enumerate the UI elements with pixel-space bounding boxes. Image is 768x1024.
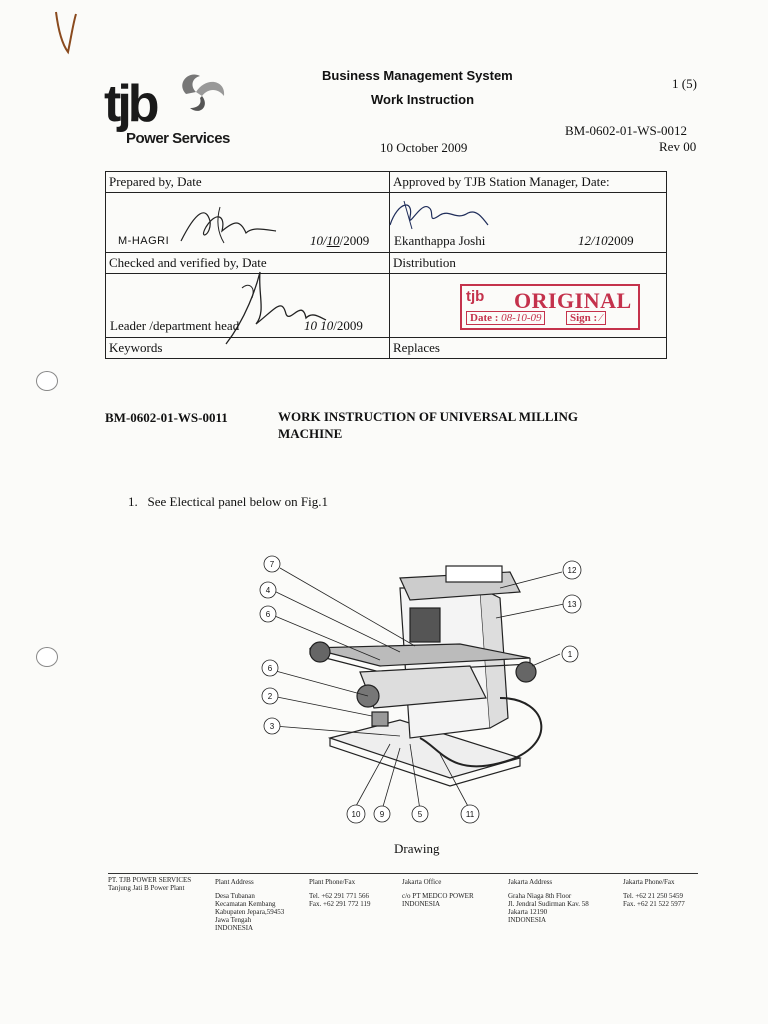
logo-swirl-icon <box>166 66 236 116</box>
prepared-date <box>310 233 369 249</box>
footer-divider <box>108 873 698 874</box>
stamp-date: Date : 08-10-09 <box>466 311 545 325</box>
callout-11 <box>461 805 479 823</box>
leader-label: Leader /department head <box>110 318 240 333</box>
leader-date <box>304 318 363 334</box>
checked-label: Checked and verified by, Date <box>106 253 390 274</box>
company-logo <box>104 66 234 158</box>
svg-text:6: 6 <box>267 664 273 673</box>
prepared-label: Prepared by, Date <box>106 172 390 193</box>
leader-signature <box>186 268 336 348</box>
doc-title-line1: WORK INSTRUCTION OF UNIVERSAL MILLING <box>278 409 579 424</box>
signature-table <box>105 171 667 359</box>
spindle <box>410 608 440 642</box>
prepared-cell <box>106 193 390 253</box>
svg-text:4: 4 <box>265 586 271 595</box>
footer-plant-phone: Plant Phone/Fax Tel. +62 291 771 566 Fax. +62 291 772 119 <box>309 878 371 908</box>
control-box <box>446 566 502 582</box>
footer-plant-address: Plant Address Desa Tubanan Kecamatan Kembang Kabupaten Jepara,59453 Jawa Tengah INDONESIA <box>215 878 285 932</box>
footer-jakarta-address: Jakarta Address Graha Niaga 8th Floor Jl. Jendral Sudirman Kav. 58 Jakarta 12190 INDONESIA <box>508 878 589 924</box>
logo-subtext: Power Services <box>126 130 230 147</box>
leader-date-month: 10 <box>320 318 334 333</box>
stamp-text: ORIGINAL <box>514 288 632 313</box>
stamp-logo: tjb <box>466 288 485 305</box>
svg-text:2: 2 <box>267 692 273 701</box>
footer-jakarta-office: Jakarta Office c/o PT MEDCO POWER INDONESIA <box>402 878 474 908</box>
svg-text:11: 11 <box>465 810 475 819</box>
svg-text:7: 7 <box>269 560 275 569</box>
doc-number: BM-0602-01-WS-0012 <box>565 123 688 138</box>
handwheel-right <box>516 662 536 682</box>
distribution-label: Distribution <box>390 253 667 274</box>
check-mark <box>46 8 86 58</box>
svg-text:10: 10 <box>351 810 361 819</box>
svg-text:1: 1 <box>567 650 573 659</box>
callout-4 <box>260 582 276 598</box>
prepared-signature <box>176 201 286 247</box>
callout-6b <box>262 660 278 676</box>
approved-name: Ekanthappa Joshi <box>394 233 486 248</box>
stamp-sign: Sign : ⁄ <box>566 311 606 325</box>
milling-machine-drawing <box>250 548 590 833</box>
punch-hole <box>36 371 58 391</box>
footer-jakarta-phone: Jakarta Phone/Fax Tel. +62 21 250 5459 Fax. +62 21 522 5977 <box>623 878 685 908</box>
svg-text:5: 5 <box>417 810 423 819</box>
svg-text:6: 6 <box>265 610 271 619</box>
logo-text: tjb <box>104 75 156 133</box>
doc-title-line2: MACHINE <box>278 426 343 441</box>
figure-caption: Drawing <box>394 841 440 856</box>
punch-hole <box>36 647 58 667</box>
prepared-date-day: 10/ <box>310 233 327 248</box>
handwheel-left <box>310 642 330 662</box>
callout-7 <box>264 556 280 572</box>
callout-6a <box>260 606 276 622</box>
prepared-date-month: 10 <box>326 233 340 248</box>
keywords-label: Keywords <box>106 338 390 359</box>
step-1: 1. See Electical panel below on Fig.1 <box>128 494 329 509</box>
doc-type: Work Instruction <box>371 92 475 107</box>
prepared-name: M-HAGRI <box>118 235 170 247</box>
page-indicator: 1 (5) <box>672 76 697 91</box>
approved-date-day: 12/ <box>578 233 595 248</box>
approved-date-month: 10 <box>594 233 608 248</box>
system-title: Business Management System <box>322 68 513 83</box>
callout-9 <box>374 806 390 822</box>
callout-1 <box>562 646 578 662</box>
callout-10 <box>347 805 365 823</box>
doc-date: 10 October 2009 <box>380 140 468 155</box>
leader-date-day: 10 <box>304 318 317 333</box>
callout-2 <box>262 688 278 704</box>
callout-12 <box>563 561 581 579</box>
svg-text:9: 9 <box>379 810 385 819</box>
approved-date <box>578 233 634 249</box>
revision: Rev 00 <box>659 139 697 154</box>
footer-company: PT. TJB POWER SERVICES Tanjung Jati B Power Plant <box>108 876 192 892</box>
callout-5 <box>412 806 428 822</box>
distribution-cell <box>390 274 667 338</box>
prepared-date-year: /2009 <box>339 233 370 248</box>
approved-label: Approved by TJB Station Manager, Date: <box>390 172 667 193</box>
approved-cell <box>390 193 667 253</box>
replaces-label: Replaces <box>390 338 667 359</box>
leader-date-year: /2009 <box>333 318 363 333</box>
callout-13 <box>563 595 581 613</box>
svg-text:3: 3 <box>269 722 275 731</box>
svg-text:13: 13 <box>567 600 577 609</box>
approved-date-year: 2009 <box>607 233 634 248</box>
callout-3 <box>264 718 280 734</box>
original-stamp <box>460 284 640 330</box>
ref-number: BM-0602-01-WS-0011 <box>105 410 228 425</box>
leader-cell <box>106 274 390 338</box>
svg-text:12: 12 <box>567 566 577 575</box>
control-panel <box>372 712 388 726</box>
